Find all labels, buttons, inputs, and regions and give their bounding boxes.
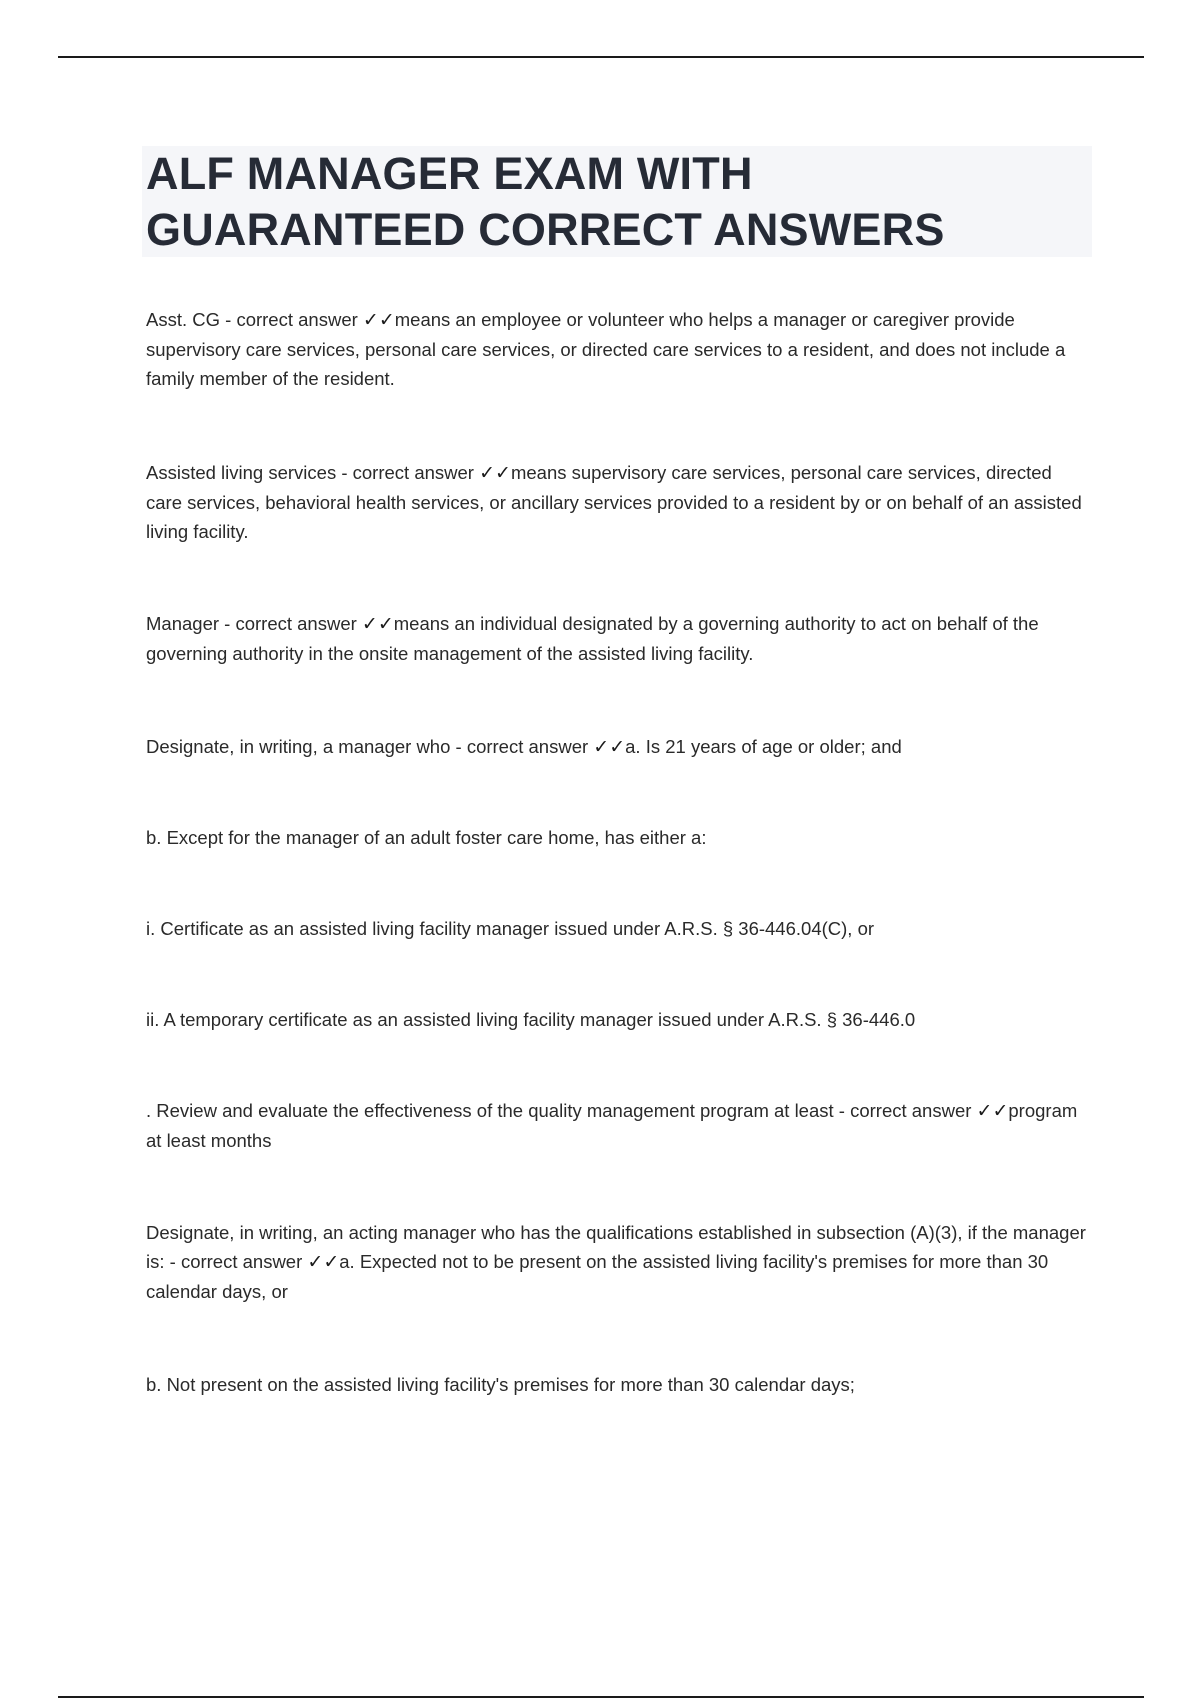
entry-answer: a. Is 21 years of age or older; and xyxy=(625,736,902,757)
entry-prefix: Manager - correct answer xyxy=(146,613,362,634)
entry-prefix: Assisted living services - correct answer xyxy=(146,462,480,483)
text-entry-not-present: b. Not present on the assisted living facility's premises for more than 30 calendar days; xyxy=(146,1374,855,1395)
document-title xyxy=(146,146,1088,258)
double-check-icon: ✓✓ xyxy=(593,736,626,758)
entry-answer: means an employee or volunteer who helps a manager or caregiver provide supervisory care services, personal care services, or directed care services to a resident, and does not include a family member of the resident. xyxy=(146,309,1066,389)
qa-entry-acting-manager xyxy=(146,1218,1086,1306)
entry-prefix: Designate, in writing, an acting manager who has the qualifications established in subsection (A)(3), if the manager is: - correct answer xyxy=(146,1222,1086,1272)
title-line-2: GUARANTEED CORRECT ANSWERS xyxy=(146,204,945,255)
double-check-icon: ✓✓ xyxy=(976,1100,1009,1122)
entry-prefix: . Review and evaluate the effectiveness of the quality management program at least - correct answer xyxy=(146,1100,977,1121)
entry-answer: means an individual designated by a governing authority to act on behalf of the governing authority in the onsite management of the assisted living facility. xyxy=(146,613,1039,664)
qa-entry-manager xyxy=(146,609,1086,668)
double-check-icon: ✓✓ xyxy=(307,1251,340,1273)
entry-prefix: Designate, in writing, a manager who - correct answer xyxy=(146,736,594,757)
double-check-icon: ✓✓ xyxy=(361,613,394,635)
entry-answer: a. Expected not to be present on the assisted living facility's premises for more than 30 calendar days, or xyxy=(146,1251,1049,1302)
qa-entry-asst-cg xyxy=(146,305,1086,393)
double-check-icon: ✓✓ xyxy=(479,462,511,484)
text-entry-item-ii: ii. A temporary certificate as an assisted living facility manager issued under A.R.S. § 36-446.0 xyxy=(146,1009,916,1030)
title-line-1: ALF MANAGER EXAM WITH xyxy=(146,148,753,199)
double-check-icon: ✓✓ xyxy=(362,309,395,331)
entry-answer: means supervisory care services, personal care services, directed care services, behavioral health services, or ancillary services provided to a resident by or on behalf of an assisted living facility. xyxy=(146,462,1082,542)
qa-entry-quality-management xyxy=(146,1096,1086,1155)
title-block xyxy=(142,146,1092,257)
qa-entry-assisted-living-services xyxy=(146,458,1086,546)
text-entry-item-b: b. Except for the manager of an adult foster care home, has either a: xyxy=(146,827,707,848)
text-entry-item-i: i. Certificate as an assisted living facility manager issued under A.R.S. § 36-446.04(C), or xyxy=(146,918,875,939)
entry-answer: program at least months xyxy=(146,1100,1078,1151)
header-rule xyxy=(58,56,1144,58)
entry-prefix: Asst. CG - correct answer xyxy=(146,309,363,330)
footer-rule xyxy=(58,1696,1144,1698)
qa-entry-designate-manager xyxy=(146,732,1086,762)
